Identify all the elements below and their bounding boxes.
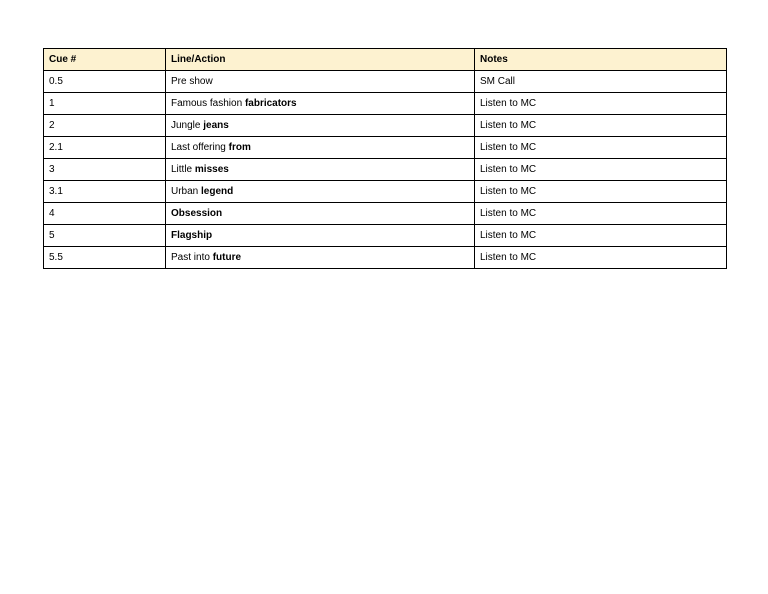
cue-sheet-table: [43, 48, 727, 269]
line-text: Jungle: [171, 120, 204, 131]
line-keyword: legend: [201, 186, 234, 197]
line-text: Urban: [171, 186, 202, 197]
cue-cell: 5.5: [44, 247, 166, 269]
line-keyword: jeans: [203, 120, 229, 131]
table-row: [44, 159, 727, 181]
table-header-row: [44, 49, 727, 71]
notes-cell: Listen to MC: [475, 137, 727, 159]
table-row: [44, 181, 727, 203]
line-action-cell: [166, 137, 475, 159]
line-text: Last offering: [171, 142, 229, 153]
line-keyword: future: [212, 252, 242, 263]
table-row: [44, 203, 727, 225]
column-header-cue: Cue #: [44, 49, 166, 71]
cue-cell: 2.1: [44, 137, 166, 159]
line-action-cell: [166, 93, 475, 115]
notes-cell: Listen to MC: [475, 159, 727, 181]
line-action-cell: [166, 247, 475, 269]
cue-cell: 5: [44, 225, 166, 247]
notes-cell: SM Call: [475, 71, 727, 93]
notes-cell: Listen to MC: [475, 247, 727, 269]
cue-cell: 3.1: [44, 181, 166, 203]
column-header-line-action: Line/Action: [166, 49, 475, 71]
table-row: [44, 115, 727, 137]
table-row: [44, 137, 727, 159]
line-action-cell: [166, 159, 475, 181]
line-keyword: from: [228, 142, 251, 153]
table-row: [44, 71, 727, 93]
cue-cell: 0.5: [44, 71, 166, 93]
line-text: Past into: [171, 252, 213, 263]
line-action-cell: [166, 203, 475, 225]
line-text: Famous fashion: [171, 98, 245, 109]
table-row: [44, 225, 727, 247]
cue-cell: 4: [44, 203, 166, 225]
line-action-cell: [166, 181, 475, 203]
line-keyword: Flagship: [171, 230, 213, 241]
column-header-notes: Notes: [475, 49, 727, 71]
notes-cell: Listen to MC: [475, 203, 727, 225]
cue-cell: 2: [44, 115, 166, 137]
line-action-cell: [166, 225, 475, 247]
line-text: Pre show: [171, 76, 213, 87]
notes-cell: Listen to MC: [475, 225, 727, 247]
cue-cell: 1: [44, 93, 166, 115]
line-action-cell: [166, 71, 475, 93]
notes-cell: Listen to MC: [475, 115, 727, 137]
table-row: [44, 247, 727, 269]
notes-cell: Listen to MC: [475, 93, 727, 115]
line-keyword: misses: [194, 164, 229, 175]
table-row: [44, 93, 727, 115]
notes-cell: Listen to MC: [475, 181, 727, 203]
line-keyword: Obsession: [171, 208, 223, 219]
cue-cell: 3: [44, 159, 166, 181]
line-text: Little: [171, 164, 195, 175]
line-action-cell: [166, 115, 475, 137]
line-keyword: fabricators: [244, 98, 297, 109]
